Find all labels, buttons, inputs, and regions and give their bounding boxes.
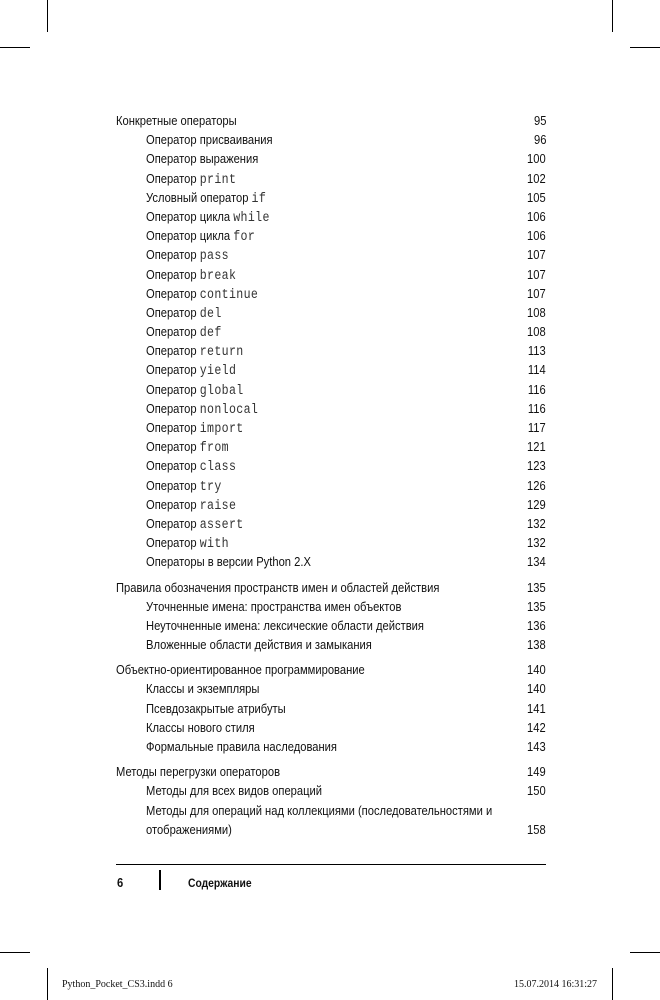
toc-entry-keyword: nonlocal bbox=[199, 402, 259, 418]
toc-entry-keyword: return bbox=[199, 345, 244, 361]
toc-entry-title bbox=[146, 284, 258, 305]
footer-rule bbox=[116, 864, 546, 865]
toc-entry-keyword: import bbox=[199, 422, 244, 437]
toc-entry[interactable] bbox=[116, 801, 546, 820]
toc-entry[interactable] bbox=[116, 303, 546, 322]
toc-page-number: 132 bbox=[527, 515, 546, 531]
toc-entry-text: Условный оператор bbox=[146, 189, 252, 205]
toc-page-number: 149 bbox=[527, 764, 546, 780]
toc-entry-text: отображениями) bbox=[146, 821, 232, 837]
toc-page-number: 106 bbox=[527, 208, 546, 224]
toc-entry-title bbox=[146, 399, 258, 420]
toc-entry-text: Операторы в версии Python 2.X bbox=[146, 554, 311, 570]
crop-mark bbox=[47, 968, 48, 1000]
toc-entry[interactable] bbox=[116, 781, 546, 800]
toc-section-title: Методы перегрузки операторов bbox=[116, 764, 281, 780]
page-number: 6 bbox=[117, 875, 124, 890]
toc-entry-keyword: while bbox=[233, 210, 270, 226]
toc-page-number: 123 bbox=[527, 458, 546, 474]
toc-entry-title bbox=[146, 718, 255, 737]
toc-page-number: 116 bbox=[528, 381, 546, 397]
toc-entry-title bbox=[146, 341, 244, 362]
toc-entry-text: Оператор цикла bbox=[146, 208, 234, 224]
toc-entry-title bbox=[146, 418, 244, 439]
toc-entry-keyword: print bbox=[199, 172, 237, 188]
slug-filename: Python_Pocket_CS3.indd 6 bbox=[62, 979, 173, 990]
toc-page-number: 121 bbox=[527, 439, 546, 455]
toc-page-number: 141 bbox=[527, 700, 546, 716]
toc-entry[interactable] bbox=[116, 635, 546, 654]
toc-page-number: 140 bbox=[527, 681, 546, 697]
toc-page-number: 106 bbox=[527, 228, 546, 244]
toc-entry[interactable] bbox=[116, 820, 546, 839]
toc-page-number: 150 bbox=[527, 783, 546, 799]
toc-entry[interactable] bbox=[116, 437, 546, 456]
toc-entry-text: Оператор bbox=[146, 266, 200, 282]
toc-entry-title bbox=[146, 820, 232, 839]
toc-entry-keyword: class bbox=[199, 460, 237, 476]
slug-datetime: 15.07.2014 16:31:27 bbox=[514, 979, 598, 990]
toc-entry[interactable] bbox=[116, 207, 546, 226]
toc-entry[interactable] bbox=[116, 495, 546, 514]
toc-entry[interactable] bbox=[116, 514, 546, 533]
toc-entry-text: Оператор bbox=[146, 420, 200, 435]
toc-page-number: 135 bbox=[527, 598, 546, 614]
toc-entry-keyword: raise bbox=[199, 498, 237, 514]
toc-entry[interactable] bbox=[116, 149, 546, 168]
crop-mark bbox=[612, 0, 613, 32]
toc-entry-keyword: continue bbox=[199, 287, 259, 303]
toc-page-number: 114 bbox=[528, 362, 546, 378]
toc-entry-keyword: pass bbox=[199, 249, 229, 265]
toc-entry-text: Оператор bbox=[146, 515, 200, 531]
crop-mark bbox=[630, 952, 660, 953]
toc-entry-title bbox=[146, 635, 372, 654]
toc-entry[interactable] bbox=[116, 169, 546, 188]
toc-entry[interactable] bbox=[116, 456, 546, 475]
toc-entry-title bbox=[146, 781, 322, 800]
toc-page-number: 105 bbox=[527, 189, 546, 205]
toc-entry[interactable] bbox=[116, 699, 546, 718]
toc-entry-keyword: assert bbox=[199, 517, 244, 533]
toc-entry-title bbox=[146, 322, 222, 343]
toc-entry-text: Оператор выражения bbox=[146, 151, 259, 167]
crop-mark bbox=[0, 47, 30, 48]
toc-page-number: 143 bbox=[527, 739, 546, 754]
toc-entry[interactable] bbox=[116, 597, 546, 616]
toc-entry-text: Оператор bbox=[146, 304, 200, 320]
toc-entry[interactable] bbox=[116, 322, 546, 341]
toc-section[interactable] bbox=[116, 660, 546, 679]
toc-page-number: 113 bbox=[528, 343, 546, 359]
toc-entry-text: Уточненные имена: пространства имен объектов bbox=[146, 598, 402, 614]
toc-entry-text: Оператор bbox=[146, 381, 200, 397]
toc-page-number: 95 bbox=[533, 113, 546, 128]
toc-entry-text: Оператор bbox=[146, 362, 200, 378]
toc-entry-text: Классы и экземпляры bbox=[146, 681, 260, 697]
toc-page-number: 116 bbox=[528, 400, 546, 416]
toc-entry[interactable] bbox=[116, 616, 546, 635]
toc-entry-title bbox=[146, 514, 244, 535]
toc-entry-text: Неуточненные имена: лексические области действия bbox=[146, 617, 424, 633]
toc-entry[interactable] bbox=[116, 718, 546, 737]
toc-page-number: 126 bbox=[527, 477, 546, 493]
toc-entry-title bbox=[146, 456, 236, 477]
toc-page-number: 102 bbox=[527, 170, 546, 186]
toc-entry-title bbox=[146, 207, 270, 228]
toc-entry-title bbox=[146, 801, 492, 820]
toc-entry-title bbox=[146, 380, 244, 401]
toc-entry-text: Псевдозакрытые атрибуты bbox=[146, 700, 286, 716]
toc-entry[interactable] bbox=[116, 533, 546, 552]
toc-entry-text: Оператор bbox=[146, 535, 200, 551]
toc-entry-title bbox=[146, 360, 236, 381]
running-head: Содержание bbox=[188, 876, 252, 890]
toc-entry-keyword: if bbox=[251, 191, 267, 207]
toc-entry[interactable] bbox=[116, 380, 546, 399]
toc-section[interactable] bbox=[116, 578, 546, 597]
toc-page-number: 138 bbox=[527, 637, 546, 653]
toc-entry-text: Методы для всех видов операций bbox=[146, 783, 322, 799]
toc-section[interactable] bbox=[116, 762, 546, 781]
toc-entry-text: Оператор присваивания bbox=[146, 132, 273, 148]
toc-entry-text: Оператор bbox=[146, 247, 200, 263]
toc-page-number: 132 bbox=[527, 535, 546, 551]
toc-entry-text: Оператор bbox=[146, 458, 200, 474]
table-of-contents bbox=[116, 111, 546, 839]
toc-entry-title bbox=[146, 149, 258, 168]
toc-entry-text: Оператор bbox=[146, 324, 200, 340]
toc-entry[interactable] bbox=[116, 188, 546, 207]
toc-entry-title bbox=[146, 533, 229, 554]
toc-page-number: 135 bbox=[527, 579, 546, 595]
toc-entry-title bbox=[146, 226, 255, 247]
toc-entry[interactable] bbox=[116, 245, 546, 264]
toc-entry-text: Формальные правила наследования bbox=[146, 739, 337, 754]
toc-page-number: 96 bbox=[533, 132, 546, 148]
toc-entry-text: Оператор bbox=[146, 496, 200, 512]
toc-entry[interactable] bbox=[116, 360, 546, 379]
toc-entry-title bbox=[146, 737, 337, 756]
toc-entry[interactable] bbox=[116, 265, 546, 284]
toc-section-title: Объектно-ориентированное программирование bbox=[116, 662, 365, 678]
toc-entry[interactable] bbox=[116, 226, 546, 245]
toc-entry-text: Оператор bbox=[146, 400, 200, 416]
toc-page-number: 108 bbox=[527, 304, 546, 320]
toc-entry-keyword: from bbox=[199, 441, 229, 457]
toc-page-number: 142 bbox=[527, 719, 546, 735]
toc-entry[interactable] bbox=[116, 284, 546, 303]
toc-entry-keyword: def bbox=[199, 326, 222, 342]
toc-entry-keyword: with bbox=[199, 537, 229, 553]
toc-entry[interactable] bbox=[116, 552, 546, 571]
toc-entry-keyword: break bbox=[199, 268, 237, 284]
toc-page-number: 107 bbox=[527, 266, 546, 282]
toc-entry-text: Оператор bbox=[146, 285, 200, 301]
toc-entry-text: Методы для операций над коллекциями (последовательностями и bbox=[146, 802, 493, 818]
toc-entry-title bbox=[146, 437, 229, 458]
toc-page-number: 107 bbox=[527, 247, 546, 263]
toc-entry-title bbox=[146, 245, 229, 266]
toc-entry-keyword: for bbox=[233, 230, 256, 246]
toc-entry-text: Классы нового стиля bbox=[146, 719, 255, 735]
toc-page-number: 134 bbox=[527, 554, 546, 570]
toc-entry-title bbox=[146, 597, 401, 616]
toc-entry-title bbox=[146, 130, 273, 149]
toc-entry-keyword: try bbox=[199, 479, 222, 495]
toc-entry[interactable] bbox=[116, 130, 546, 149]
toc-entry[interactable] bbox=[116, 341, 546, 360]
toc-entry-title bbox=[146, 616, 424, 635]
crop-mark bbox=[630, 47, 660, 48]
toc-entry-text: Вложенные области действия и замыкания bbox=[146, 637, 372, 653]
toc-entry-title bbox=[146, 265, 236, 286]
toc-page-number: 108 bbox=[527, 324, 546, 340]
toc-entry[interactable] bbox=[116, 399, 546, 418]
toc-entry-text: Оператор bbox=[146, 439, 200, 455]
toc-entry-keyword: del bbox=[199, 306, 222, 322]
toc-entry-text: Оператор bbox=[146, 343, 200, 359]
toc-entry-title bbox=[146, 552, 311, 571]
toc-entry[interactable] bbox=[116, 476, 546, 495]
toc-page-number: 117 bbox=[528, 420, 546, 435]
toc-page-number: 136 bbox=[527, 617, 546, 633]
toc-page-number: 107 bbox=[527, 285, 546, 301]
toc-entry[interactable] bbox=[116, 418, 546, 437]
toc-section-title: Правила обозначения пространств имен и областей действия bbox=[116, 579, 440, 595]
toc-entry-title bbox=[146, 495, 236, 516]
toc-entry[interactable] bbox=[116, 679, 546, 698]
crop-mark bbox=[0, 952, 30, 953]
toc-entry-title bbox=[146, 188, 266, 209]
toc-entry-title bbox=[146, 169, 236, 190]
footer-divider bbox=[159, 870, 161, 890]
toc-section[interactable] bbox=[116, 111, 546, 130]
toc-entry-text: Оператор bbox=[146, 170, 200, 186]
toc-page-number: 158 bbox=[527, 821, 546, 837]
toc-page-number: 100 bbox=[527, 151, 546, 167]
toc-entry-text: Оператор bbox=[146, 477, 200, 493]
toc-entry-title bbox=[146, 699, 286, 718]
toc-page-number: 140 bbox=[527, 662, 546, 678]
toc-entry-keyword: global bbox=[199, 383, 244, 399]
toc-entry[interactable] bbox=[116, 737, 546, 756]
toc-page-number: 129 bbox=[527, 496, 546, 512]
toc-entry-keyword: yield bbox=[199, 364, 237, 380]
toc-entry-title bbox=[146, 476, 222, 497]
crop-mark bbox=[612, 968, 613, 1000]
toc-entry-title bbox=[146, 303, 222, 324]
toc-entry-text: Оператор цикла bbox=[146, 228, 234, 244]
crop-mark bbox=[47, 0, 48, 32]
toc-entry-title bbox=[146, 679, 259, 698]
toc-section-title: Конкретные операторы bbox=[116, 113, 237, 128]
